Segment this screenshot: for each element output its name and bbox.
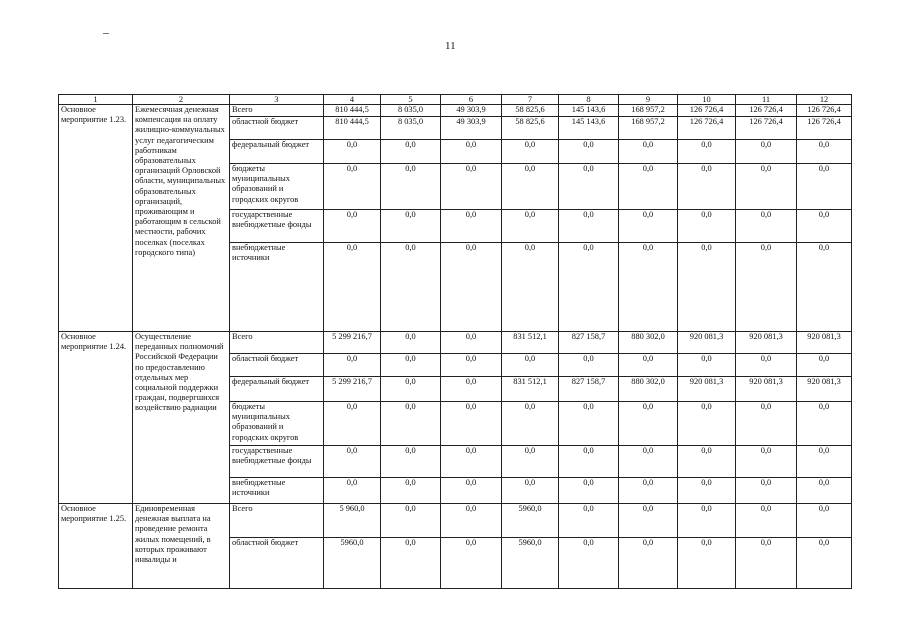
amount-cell: 126 726,4 <box>797 105 852 117</box>
column-number: 11 <box>736 95 797 105</box>
activity-description: Ежемесячная денежная компенсация на оплату жилищно-коммунальных услуг педагогическим работникам образовательных организаций Орловской области, муниципальных образовательных организаций, проживающим и работающим в сельской местности, рабочих поселках (поселках городского типа) <box>133 105 230 332</box>
column-number: 8 <box>559 95 619 105</box>
amount-cell: 920 081,3 <box>736 377 797 402</box>
column-number: 6 <box>441 95 502 105</box>
column-number: 3 <box>230 95 324 105</box>
amount-cell: 0,0 <box>502 164 559 210</box>
amount-cell: 0,0 <box>678 402 736 446</box>
column-number: 5 <box>381 95 441 105</box>
amount-cell: 126 726,4 <box>736 105 797 117</box>
page-number: 11 <box>445 40 456 52</box>
amount-cell: 0,0 <box>678 243 736 332</box>
amount-cell: 0,0 <box>324 354 381 377</box>
amount-cell: 5960,0 <box>502 504 559 538</box>
amount-cell: 145 143,6 <box>559 105 619 117</box>
amount-cell: 0,0 <box>324 140 381 164</box>
funding-source: Всего <box>230 504 324 538</box>
amount-cell: 0,0 <box>502 402 559 446</box>
amount-cell: 0,0 <box>381 504 441 538</box>
amount-cell: 0,0 <box>797 210 852 243</box>
amount-cell: 0,0 <box>736 210 797 243</box>
amount-cell: 0,0 <box>559 504 619 538</box>
amount-cell: 0,0 <box>619 402 678 446</box>
amount-cell: 880 302,0 <box>619 377 678 402</box>
column-number: 12 <box>797 95 852 105</box>
amount-cell: 0,0 <box>619 210 678 243</box>
amount-cell: 58 825,6 <box>502 105 559 117</box>
amount-cell: 0,0 <box>736 478 797 504</box>
column-number: 4 <box>324 95 381 105</box>
activity-description: Единовременная денежная выплата на проведение ремонта жилых помещений, в которых проживают инвалиды и <box>133 504 230 589</box>
amount-cell: 0,0 <box>381 354 441 377</box>
amount-cell: 0,0 <box>559 446 619 478</box>
header-row <box>59 95 852 105</box>
amount-cell: 0,0 <box>559 164 619 210</box>
amount-cell: 0,0 <box>797 446 852 478</box>
funding-source: Всего <box>230 332 324 354</box>
amount-cell: 0,0 <box>736 504 797 538</box>
table-row <box>59 332 852 354</box>
funding-source: бюджеты муниципальных образований и городских округов <box>230 402 324 446</box>
amount-cell: 5 960,0 <box>324 504 381 538</box>
amount-cell: 0,0 <box>619 164 678 210</box>
table-row <box>59 105 852 117</box>
amount-cell: 0,0 <box>502 446 559 478</box>
amount-cell: 0,0 <box>619 140 678 164</box>
amount-cell: 0,0 <box>736 243 797 332</box>
amount-cell: 0,0 <box>381 332 441 354</box>
activity-code: Основное мероприятие 1.25. <box>59 504 133 589</box>
scan-mark <box>103 33 109 34</box>
amount-cell: 920 081,3 <box>797 332 852 354</box>
amount-cell: 0,0 <box>678 504 736 538</box>
amount-cell: 0,0 <box>502 243 559 332</box>
amount-cell: 0,0 <box>678 538 736 589</box>
amount-cell: 0,0 <box>441 377 502 402</box>
amount-cell: 126 726,4 <box>678 117 736 140</box>
funding-source: Всего <box>230 105 324 117</box>
amount-cell: 0,0 <box>619 354 678 377</box>
column-number: 7 <box>502 95 559 105</box>
budget-table <box>58 94 852 589</box>
amount-cell: 827 158,7 <box>559 377 619 402</box>
amount-cell: 49 303,9 <box>441 117 502 140</box>
amount-cell: 827 158,7 <box>559 332 619 354</box>
amount-cell: 0,0 <box>381 243 441 332</box>
amount-cell: 0,0 <box>678 140 736 164</box>
amount-cell: 0,0 <box>736 446 797 478</box>
funding-source: областной бюджет <box>230 354 324 377</box>
funding-source: государственные внебюджетные фонды <box>230 210 324 243</box>
amount-cell: 831 512,1 <box>502 377 559 402</box>
amount-cell: 880 302,0 <box>619 332 678 354</box>
amount-cell: 0,0 <box>381 538 441 589</box>
amount-cell: 920 081,3 <box>797 377 852 402</box>
amount-cell: 0,0 <box>324 446 381 478</box>
funding-source: федеральный бюджет <box>230 377 324 402</box>
amount-cell: 0,0 <box>502 354 559 377</box>
amount-cell: 0,0 <box>441 354 502 377</box>
funding-source: государственные внебюджетные фонды <box>230 446 324 478</box>
amount-cell: 0,0 <box>797 164 852 210</box>
column-number: 1 <box>59 95 133 105</box>
amount-cell: 0,0 <box>324 243 381 332</box>
amount-cell: 0,0 <box>441 538 502 589</box>
amount-cell: 0,0 <box>559 354 619 377</box>
amount-cell: 0,0 <box>736 402 797 446</box>
amount-cell: 0,0 <box>797 478 852 504</box>
activity-code: Основное мероприятие 1.23. <box>59 105 133 332</box>
amount-cell: 0,0 <box>381 140 441 164</box>
amount-cell: 5960,0 <box>502 538 559 589</box>
amount-cell: 0,0 <box>797 243 852 332</box>
amount-cell: 0,0 <box>559 538 619 589</box>
amount-cell: 5960,0 <box>324 538 381 589</box>
amount-cell: 0,0 <box>441 504 502 538</box>
amount-cell: 0,0 <box>797 354 852 377</box>
table-row <box>59 504 852 538</box>
amount-cell: 8 035,0 <box>381 105 441 117</box>
amount-cell: 0,0 <box>678 210 736 243</box>
amount-cell: 0,0 <box>736 140 797 164</box>
amount-cell: 0,0 <box>441 140 502 164</box>
amount-cell: 0,0 <box>619 478 678 504</box>
amount-cell: 0,0 <box>736 538 797 589</box>
amount-cell: 0,0 <box>324 210 381 243</box>
amount-cell: 0,0 <box>381 164 441 210</box>
activity-description: Осуществление переданных полномочий Российской Федерации по предоставлению отдельных мер социальной поддержки граждан, подвергшихся воздействию радиации <box>133 332 230 504</box>
amount-cell: 0,0 <box>441 243 502 332</box>
activity-code: Основное мероприятие 1.24. <box>59 332 133 504</box>
amount-cell: 0,0 <box>441 164 502 210</box>
amount-cell: 0,0 <box>797 504 852 538</box>
amount-cell: 920 081,3 <box>678 377 736 402</box>
amount-cell: 0,0 <box>797 140 852 164</box>
amount-cell: 0,0 <box>559 210 619 243</box>
amount-cell: 810 444,5 <box>324 105 381 117</box>
amount-cell: 5 299 216,7 <box>324 332 381 354</box>
amount-cell: 0,0 <box>559 243 619 332</box>
amount-cell: 126 726,4 <box>797 117 852 140</box>
amount-cell: 0,0 <box>797 402 852 446</box>
amount-cell: 920 081,3 <box>678 332 736 354</box>
amount-cell: 0,0 <box>678 478 736 504</box>
amount-cell: 0,0 <box>678 354 736 377</box>
amount-cell: 0,0 <box>797 538 852 589</box>
amount-cell: 0,0 <box>619 243 678 332</box>
column-number: 9 <box>619 95 678 105</box>
funding-source: областной бюджет <box>230 538 324 589</box>
amount-cell: 0,0 <box>736 164 797 210</box>
amount-cell: 831 512,1 <box>502 332 559 354</box>
amount-cell: 126 726,4 <box>678 105 736 117</box>
amount-cell: 920 081,3 <box>736 332 797 354</box>
amount-cell: 49 303,9 <box>441 105 502 117</box>
amount-cell: 0,0 <box>441 446 502 478</box>
amount-cell: 0,0 <box>559 140 619 164</box>
amount-cell: 0,0 <box>619 504 678 538</box>
amount-cell: 0,0 <box>441 478 502 504</box>
amount-cell: 145 143,6 <box>559 117 619 140</box>
amount-cell: 0,0 <box>381 478 441 504</box>
amount-cell: 126 726,4 <box>736 117 797 140</box>
funding-source: областной бюджет <box>230 117 324 140</box>
amount-cell: 0,0 <box>736 354 797 377</box>
funding-source: внебюджетные источники <box>230 243 324 332</box>
amount-cell: 0,0 <box>559 478 619 504</box>
amount-cell: 5 299 216,7 <box>324 377 381 402</box>
amount-cell: 0,0 <box>381 377 441 402</box>
funding-source: бюджеты муниципальных образований и городских округов <box>230 164 324 210</box>
amount-cell: 0,0 <box>441 402 502 446</box>
amount-cell: 0,0 <box>381 446 441 478</box>
amount-cell: 0,0 <box>324 164 381 210</box>
amount-cell: 168 957,2 <box>619 105 678 117</box>
amount-cell: 58 825,6 <box>502 117 559 140</box>
amount-cell: 0,0 <box>381 210 441 243</box>
amount-cell: 0,0 <box>502 478 559 504</box>
amount-cell: 0,0 <box>441 210 502 243</box>
amount-cell: 0,0 <box>502 210 559 243</box>
amount-cell: 0,0 <box>619 446 678 478</box>
amount-cell: 0,0 <box>678 164 736 210</box>
funding-source: внебюджетные источники <box>230 478 324 504</box>
amount-cell: 0,0 <box>619 538 678 589</box>
column-number: 2 <box>133 95 230 105</box>
amount-cell: 0,0 <box>381 402 441 446</box>
amount-cell: 0,0 <box>441 332 502 354</box>
amount-cell: 0,0 <box>559 402 619 446</box>
amount-cell: 810 444,5 <box>324 117 381 140</box>
amount-cell: 0,0 <box>324 478 381 504</box>
column-number: 10 <box>678 95 736 105</box>
amount-cell: 0,0 <box>502 140 559 164</box>
table-body <box>59 95 852 589</box>
amount-cell: 0,0 <box>678 446 736 478</box>
amount-cell: 168 957,2 <box>619 117 678 140</box>
amount-cell: 8 035,0 <box>381 117 441 140</box>
amount-cell: 0,0 <box>324 402 381 446</box>
funding-source: федеральный бюджет <box>230 140 324 164</box>
